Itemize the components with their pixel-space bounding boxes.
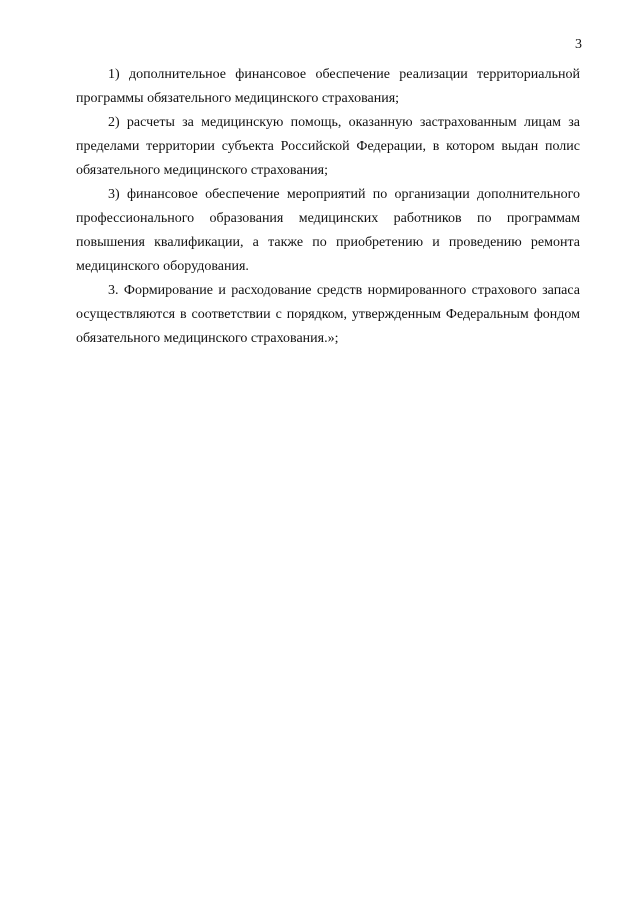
paragraph-item-1: 1) дополнительное финансовое обеспечение реализации территориальной программы обязательного медицинского страхования; (76, 67, 580, 106)
paragraph-item-3: 3) финансовое обеспечение мероприятий по организации дополнительного профессионального образования медицинских работников по программам повышения квалификации, а также по приобретению и проведению ремонта медицинского оборудования. (76, 187, 580, 274)
page-number: 3 (575, 37, 582, 52)
paragraph-item-2: 2) расчеты за медицинскую помощь, оказанную застрахованным лицам за пределами территории субъекта Российской Федерации, в котором выдан полис обязательного медицинского страхования; (76, 115, 580, 178)
document-body (76, 63, 580, 351)
paragraph-section-3: 3. Формирование и расходование средств нормированного страхового запаса осуществляются в соответствии с порядком, утвержденным Федеральным фондом обязательного медицинского страхования.»; (76, 283, 580, 346)
